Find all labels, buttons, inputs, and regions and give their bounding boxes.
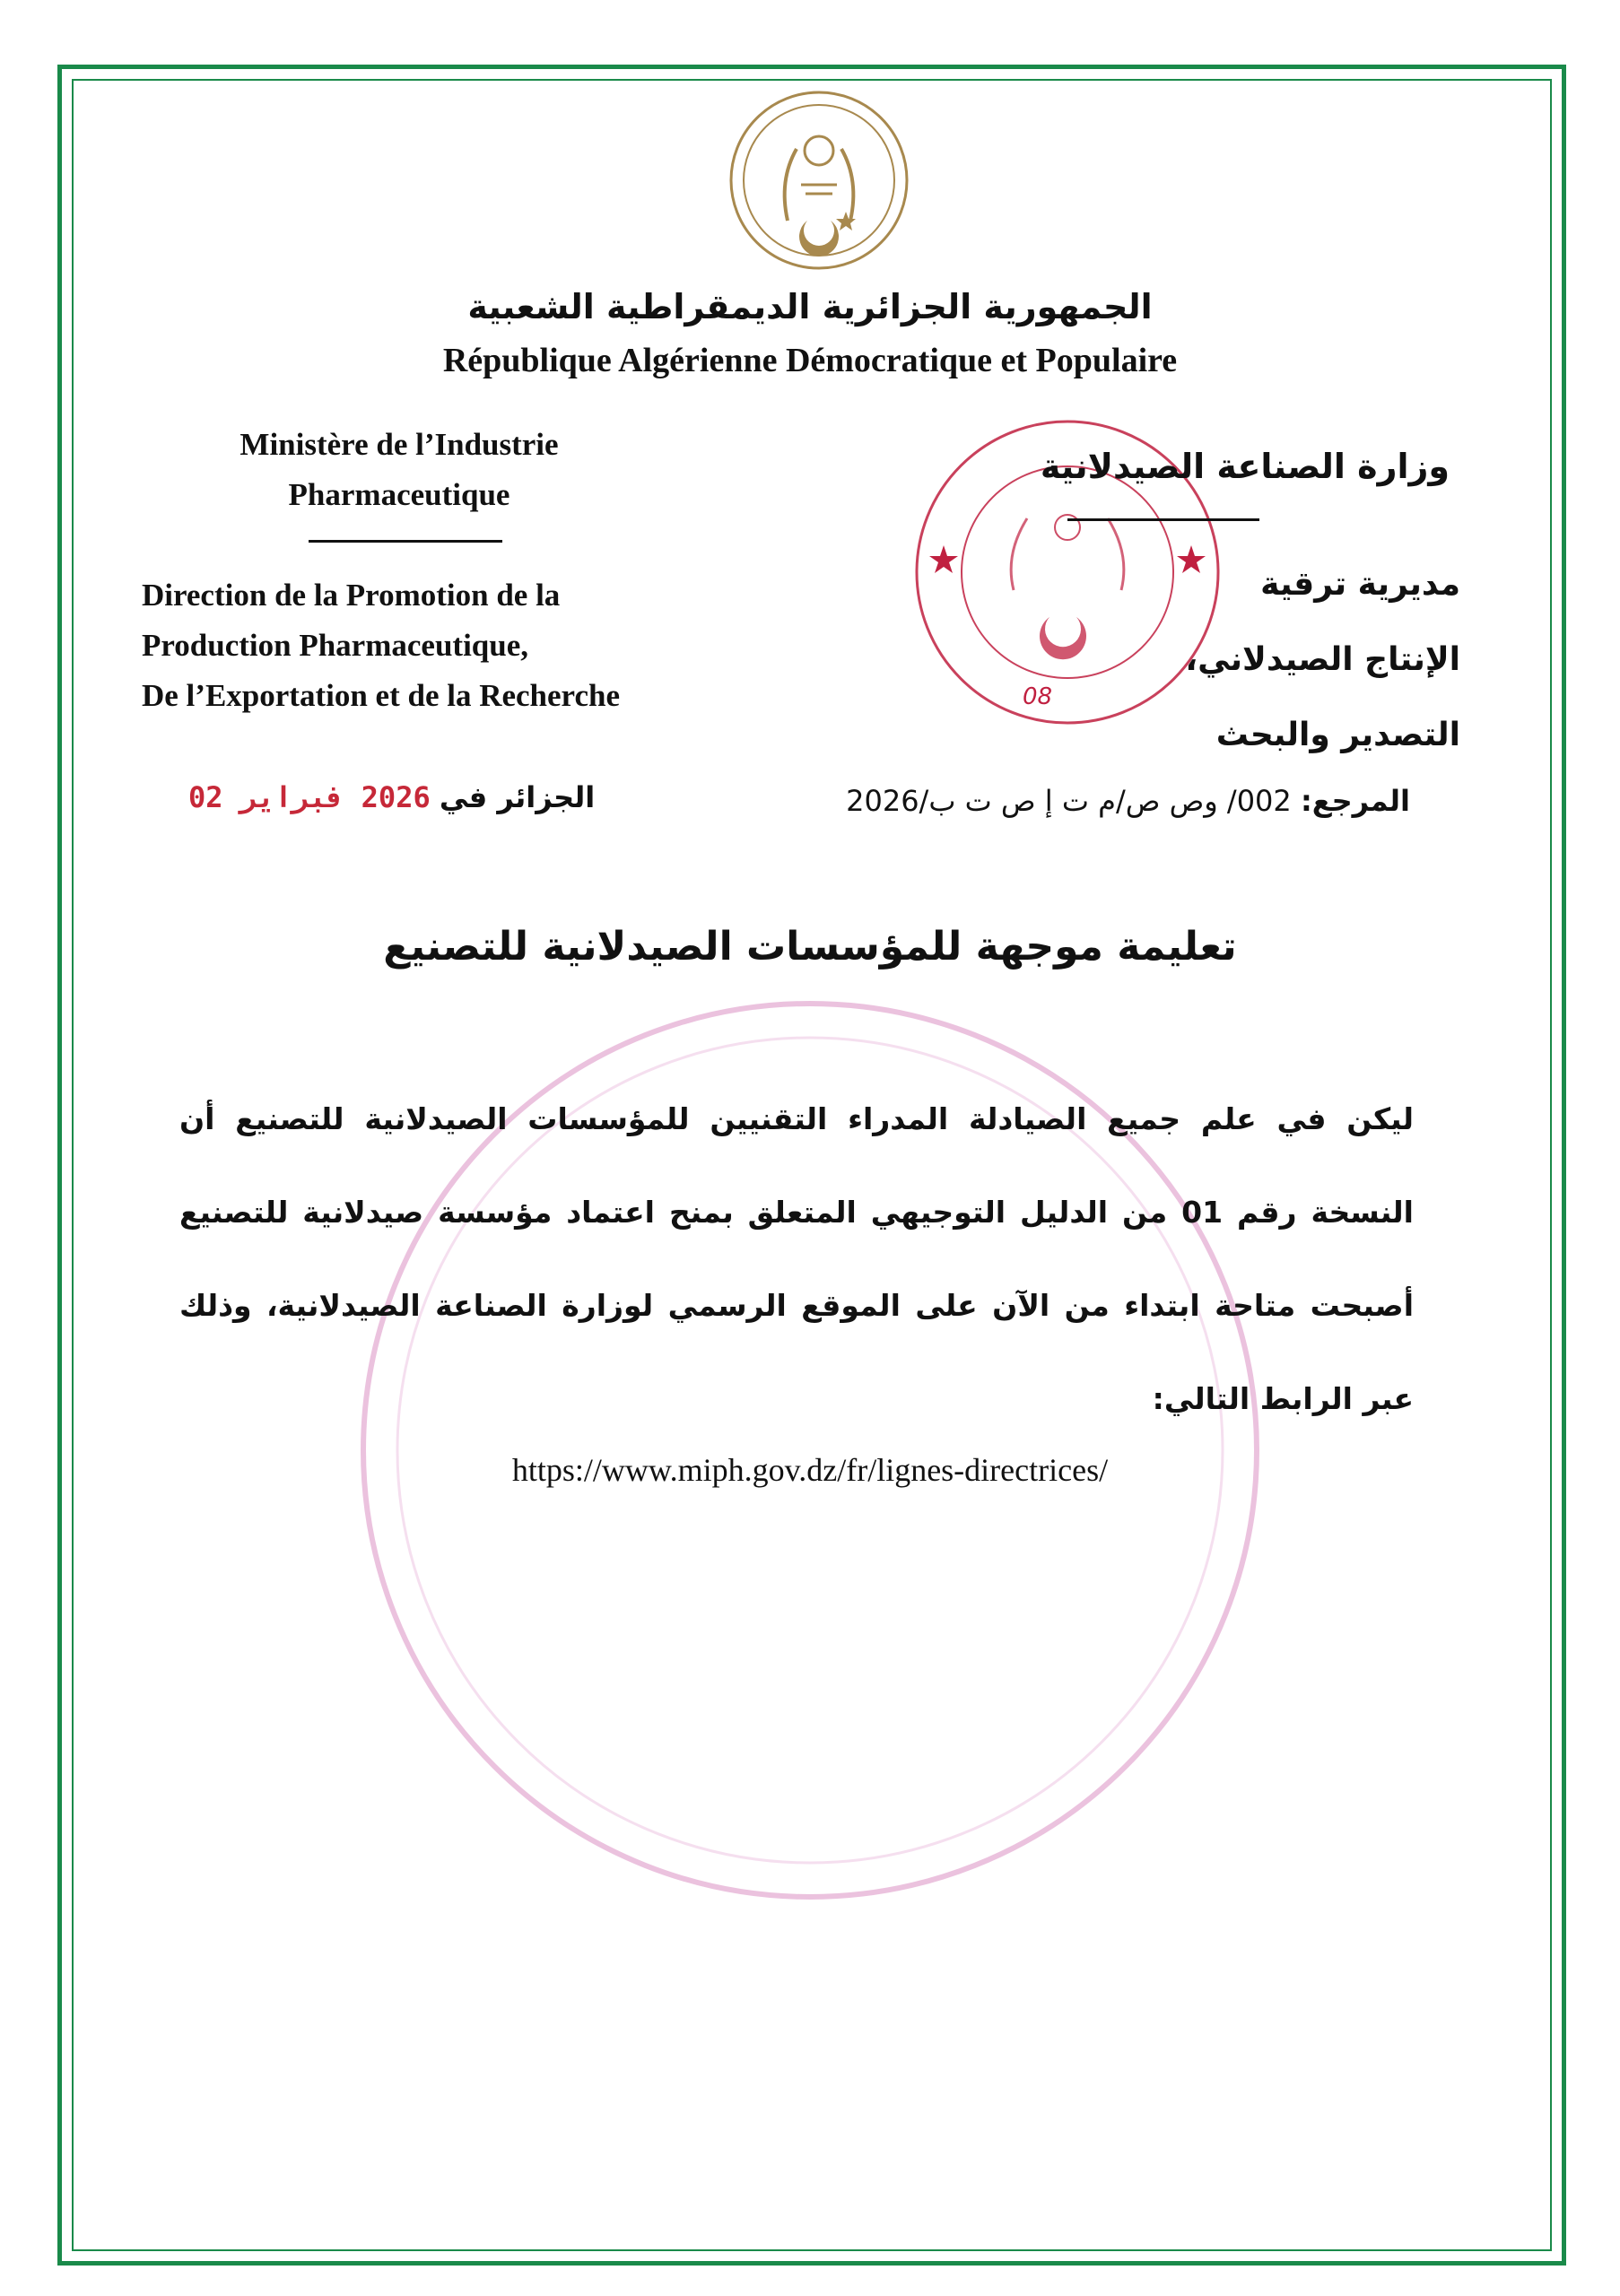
direction-fr: [142, 570, 788, 721]
subject-title: تعليمة موجهة للمؤسسات الصيدلانية للتصنيع: [383, 924, 1237, 970]
reference-number: [846, 784, 1410, 818]
direction-fr-line1: Direction de la Promotion de la: [142, 578, 561, 613]
body-paragraph: ليكن في علم جميع الصيادلة المدراء التقنيين للمؤسسات الصيدلانية للتصنيع أن النسخة رقم 01 من الدليل التوجيهي المتعلق بمنح اعتماد مؤسسة صيدلانية للتصنيع أصبحت متاحة ابتداء من الآن على الموقع الرسمي لوزارة الصناعة الصيدلانية، وذلك عبر الرابط التالي:: [179, 1101, 1414, 1416]
reference-value: 002/ وص ص/م ت إ ص ت ب/2026: [846, 784, 1292, 818]
reference-label: المرجع:: [1300, 784, 1410, 818]
direction-ar: [1185, 547, 1460, 773]
ministry-fr-line1: Ministère de l’Industrie: [240, 427, 559, 462]
ministry-fr-divider: [309, 540, 502, 543]
direction-ar-line3: التصدير والبحث: [1215, 717, 1460, 753]
direction-fr-line2: Production Pharmaceutique,: [142, 628, 529, 663]
ministry-ar-divider: [1067, 518, 1259, 521]
guidelines-link[interactable]: https://www.miph.gov.dz/fr/lignes-directrices/: [511, 1452, 1109, 1488]
ministry-fr: [161, 420, 637, 520]
direction-ar-line1: مديرية ترقية: [1260, 566, 1460, 603]
direction-ar-line2: الإنتاج الصيدلاني،: [1185, 641, 1460, 678]
direction-fr-line3: De l’Exportation et de la Recherche: [142, 678, 620, 713]
ministry-fr-line2: Pharmaceutique: [288, 477, 510, 512]
republic-title-ar: الجمهورية الجزائرية الديمقراطية الشعبية: [467, 287, 1153, 326]
date-stamp: 2026 فبراير 02: [188, 780, 431, 814]
place-and-date: [188, 780, 595, 814]
algeria-emblem-icon: [725, 86, 913, 274]
ministry-ar: وزارة الصناعة الصيدلانية: [1040, 447, 1450, 486]
place-label: الجزائر في: [439, 780, 596, 814]
stamp-number: 08: [1023, 683, 1053, 710]
republic-title-fr: République Algérienne Démocratique et Populaire: [442, 342, 1178, 379]
